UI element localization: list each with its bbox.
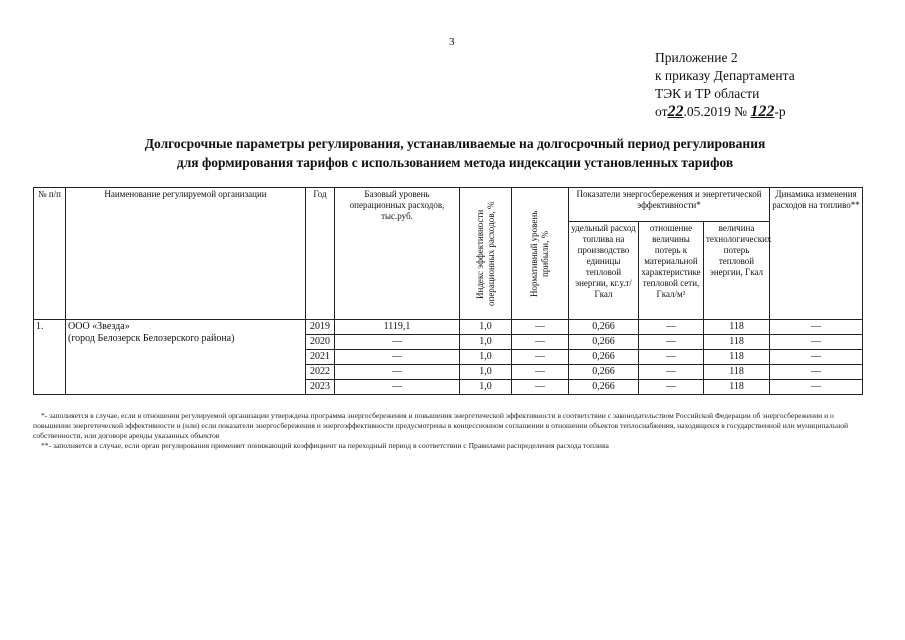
annex-date-line [655, 103, 795, 121]
org-cell [66, 320, 306, 395]
document-title [60, 134, 850, 172]
cell-index: 1,0 [460, 335, 512, 350]
header-base: Базовый уровень операционных расходов, тыс.руб. [335, 188, 460, 320]
cell-fuel: 0,266 [569, 320, 639, 335]
footnote-2: **- заполняется в случае, если орган регулирования применяет понижающий коэффициент на переходный период в соответствии с Правилами распределения расхода топлива [41, 441, 609, 450]
annex-block [655, 49, 795, 121]
cell-base: — [335, 365, 460, 380]
header-dynamics: Динамика изменения расходов на топливо** [770, 188, 863, 320]
header-profit-cell [512, 188, 569, 320]
date-rest: .05.2019 № [683, 104, 747, 119]
date-day: 22 [667, 103, 684, 120]
cell-loss-value: 118 [704, 335, 770, 350]
cell-loss-ratio: — [639, 350, 704, 365]
title-line-2: для формирования тарифов с использованием метода индексации установленных тарифов [176, 155, 734, 170]
header-org: Наименование регулируемой организации [66, 188, 306, 320]
header-loss-ratio: отношение величины потерь к материальной характеристике тепловой сети, Гкал/м² [639, 222, 704, 320]
cell-loss-value: 118 [704, 350, 770, 365]
header-profit: Нормативный уровень прибыли, % [529, 210, 550, 297]
cell-profit: — [512, 380, 569, 395]
cell-profit: — [512, 335, 569, 350]
cell-fuel: 0,266 [569, 350, 639, 365]
cell-year: 2020 [306, 335, 335, 350]
header-index: Индекс эффективности операционных расходов, % [474, 201, 496, 306]
annex-line-3: ТЭК и ТР области [655, 86, 760, 101]
cell-index: 1,0 [460, 365, 512, 380]
cell-profit: — [512, 320, 569, 335]
header-energy-group: Показатели энергосбережения и энергетической эффективности* [569, 188, 770, 222]
org-name: ООО «Звезда» [68, 321, 130, 332]
footnote-1: *- заполняется в случае, если в отношении регулируемой организации утверждена программа энергосбережения и повышения энергетической эффективности в соответствии с законодательством Российской Федерации об энергосбережении и о повышении энергетической эффективности и (или) если показатели энергосбережения и энергоэффективности предусмотрены в концессионном соглашении в отношении объектов теплоснабжения, находящихся в государственной или муниципальной собственности, или договоре аренды указанных объектов [33, 411, 849, 440]
header-loss-value: величина технологических потерь тепловой энергии, Гкал [704, 222, 770, 320]
cell-year: 2023 [306, 380, 335, 395]
cell-loss-value: 118 [704, 380, 770, 395]
cell-index: 1,0 [460, 380, 512, 395]
parameters-table [33, 187, 863, 395]
footnotes [33, 411, 865, 451]
cell-loss-ratio: — [639, 380, 704, 395]
cell-fuel: 0,266 [569, 365, 639, 380]
cell-dynamics: — [770, 380, 863, 395]
cell-dynamics: — [770, 350, 863, 365]
cell-base: — [335, 350, 460, 365]
cell-fuel: 0,266 [569, 335, 639, 350]
cell-index: 1,0 [460, 320, 512, 335]
cell-base: — [335, 335, 460, 350]
cell-loss-ratio: — [639, 365, 704, 380]
cell-loss-value: 118 [704, 320, 770, 335]
header-index-cell [460, 188, 512, 320]
cell-fuel: 0,266 [569, 380, 639, 395]
org-city: (город Белозерск Белозерского района) [68, 333, 235, 344]
annex-line-2: к приказу Департамента [655, 68, 795, 83]
page-number: 3 [449, 36, 455, 48]
cell-year: 2021 [306, 350, 335, 365]
cell-base: — [335, 380, 460, 395]
doc-number: 122 [750, 103, 775, 120]
cell-base: 1119,1 [335, 320, 460, 335]
org-num: 1. [34, 320, 66, 395]
cell-index: 1,0 [460, 350, 512, 365]
cell-year: 2019 [306, 320, 335, 335]
cell-dynamics: — [770, 335, 863, 350]
header-num: № п/п [34, 188, 66, 320]
cell-profit: — [512, 365, 569, 380]
title-line-1: Долгосрочные параметры регулирования, устанавливаемые на долгосрочный период регулирования [144, 136, 766, 151]
cell-dynamics: — [770, 365, 863, 380]
annex-line-1: Приложение 2 [655, 50, 738, 65]
table-row [34, 320, 863, 335]
header-year: Год [306, 188, 335, 320]
cell-dynamics: — [770, 320, 863, 335]
doc-suffix: -р [774, 104, 786, 119]
cell-loss-ratio: — [639, 335, 704, 350]
header-fuel: удельный расход топлива на производство единицы тепловой энергии, кг.у.т/Гкал [569, 222, 639, 320]
cell-profit: — [512, 350, 569, 365]
cell-loss-value: 118 [704, 365, 770, 380]
date-prefix: от [655, 104, 668, 119]
cell-year: 2022 [306, 365, 335, 380]
cell-loss-ratio: — [639, 320, 704, 335]
